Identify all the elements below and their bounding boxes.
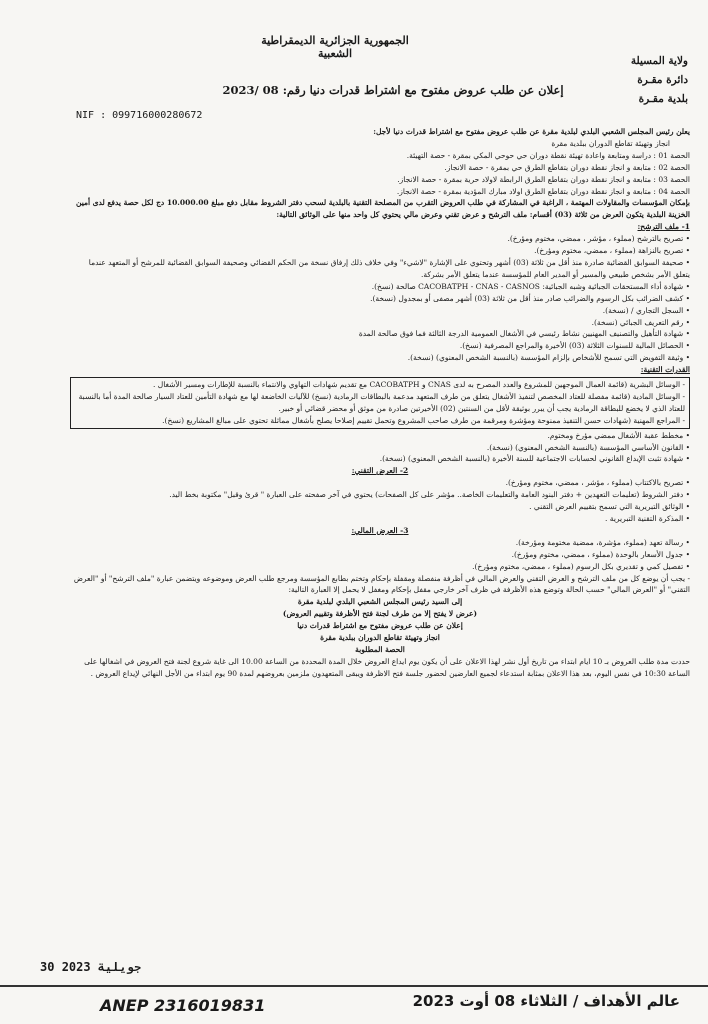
list-item: • كشف الضرائب بكل الرسوم والضرائب صادر منذ أقل من ثلاثة (03) أشهر مصفى أو بمجدول (نسخة). [370,293,690,303]
lot-item: الحصة 01 : دراسة ومتابعة واعادة تهيئة نقطة دوران حي حوحي المكي بمقرة - حصة التهيئة. [406,150,690,160]
notice-body [70,126,690,680]
list-item: • تفصيل كمي و تقديري بكل الرسوم (مملوء ، ممضي، مختوم ومؤرخ). [472,561,690,571]
project-name: انجاز وتهيئة تقاطع الدوران ببلدية مقرة [551,138,670,148]
list-item: • جدول الأسعار بالوحدة (مملوء ، ممضي، مختوم ومؤرخ). [511,549,690,559]
list-item: • صحيفة السوابق القضائية صادرة منذ أقل من ثلاثة (03) أشهر وتحتوي على الإشارة "لاشيء" وفي خلاف ذلك إرفاق نسخة من الحكم القضائي وصحيفة السوابق القضائية للمرشح أو المتعهد عندما يتعلق الأمر بشخص طبيعي والمسير أو المدير العام للمؤسسة عندما يتعلق الأمر بشركة. [88,257,690,279]
commune-label: بلدية مقـرة [638,93,688,105]
daira-label: دائرة مقـرة [637,74,688,86]
list-item: • السجل التجاري / (نسخة). [602,305,690,315]
intro-text: يعلن رئيس المجلس الشعبي البلدي لبلدية مقرة عن طلب عروض مفتوح مع اشتراط قدرات دنيا لأجل: [373,127,690,136]
eligibility-text: بإمكان المؤسسات والمقاولات المهتمة ، الراغبة في المشاركة في طلب العروض التقرب من المصلحة التقنية بالبلدية لسحب دفتر الشروط مقابل دفع مبلغ 10.000.00 دج لكل حصة يدفع لدى أمين الخزينة البلدية يتكون العرض من ثلاثة (03) أقسام: ملف الترشح و عرض تقني وعرض مالي يحتوي كل واحد منها على الوثائق التالية: [75,198,690,220]
list-item: • شهادة أداء المستحقات الجبائية وشبه الجبائية: CACOBATPH - CNAS - CASNOS صالحة (نسخ). [371,281,690,291]
section-title-capacities: القدرات التقنية: [640,365,690,375]
footer-divider [0,985,708,987]
list-item: • دفتر الشروط (تعليمات التعهدين + دفتر البنود العامة والتعليمات الخاصة.. مؤشر على كل الصفحات) يحتوي في آخر صفحته على العبارة " قرئ وقبل" مكتوبة بخط اليد. [169,490,690,500]
anep-reference: ANEP 2316019831 [100,996,266,1015]
list-item: • المذكرة التقنية التبريرية . [605,514,690,523]
list-item: • رسالة تعهد (مملوء، مؤشرة، ممضية مختومة ومؤرخة). [515,537,690,547]
list-item: • مخطط عقبة الأشغال ممضي مؤرخ ومختوم. [547,430,690,440]
address-title: إعلان عن طلب عروض مفتوح مع اشتراط قدرات دنيا [297,621,463,631]
newspaper-date: عالم الأهداف / الثلاثاء 08 أوت 2023 [412,992,680,1010]
list-item: • وثيقة التفويض التي تسمح للأشخاص بإلزام المؤسسة (بالنسبة الشخص المعنوي) (نسخة). [407,353,690,363]
wilaya-label: ولاية المسيلة [630,55,688,67]
lot-item: الحصة 02 : متابعة و انجاز نقطة دوران بتقاطع الطرق حي بمقرة - حصة الانجاز. [444,162,690,172]
submission-text: - يجب أن يوضع كل من ملف الترشح و العرض التقني والعرض المالي في أظرفة منفصلة ومقفلة بإحكام وتختم بطابع المؤسسة ومرجع طلب العرض وموضوعه ويتضمن عبارة "ملف الترشح" أو "العرض التقني" أو "العرض المالي" حسب الحالة وتوضع هذه الأظرفة في ظرف آخر خارجي مقفل بإحكام ومغفل لا يحمل إلا العبارة التالية: [73,573,690,595]
section-title-candidacy: 1- ملف الترشح: [637,222,690,232]
list-item: • الحصائل المالية للسنوات الثلاثة (03) الأخيرة والمراجع المصرفية (نسخ). [459,341,690,351]
address-project: انجاز وتهيئة تقاطع الدوران ببلدية مقرة [320,633,440,643]
nif-number: NIF : 099716000280672 [76,110,203,121]
list-item: - المراجع المهنية (شهادات حسن التنفيذ ممنوحة ومؤشرة ومرقمة من طرف صاحب المشروع وتحمل تقييم إصلاحا يصلح بأشغال مماثلة تحتوي على مبالغ المشاريع (نسخ). [162,415,685,425]
list-item: - الوسائل البشرية (قائمة العمال الموجهين للمشروع والعدد المصرح به لدى CNAS و CACOBATPH مع تقديم شهادات التهاوي والانتماء بالنسبة للإطارات ومسير الأشغال . [153,380,685,390]
list-item: • الوثائق التبريرية التي تسمح بتقييم العرض التقني . [529,502,690,512]
address-lot: الحصة المطلوبة [355,644,405,654]
address-recipient: إلى السيد رئيس المجلس الشعبي البلدي لبلدية مقرة [297,597,463,607]
lot-item: الحصة 03 : متابعة و انجاز نقطة دوران بتقاطع الطرق الرابطة لاولاد حرية بمقرة - حصة الانجاز. [397,174,690,184]
list-item: • تصريح بالترشح (مملوء ، مؤشر ، ممضي، مختوم ومؤرخ). [507,234,690,244]
list-item: - الوسائل المادية (قائمة مفصلة للعتاد المخصص لتنفيذ الأشغال يتعلق من طرف المتعهد مدعمة بالبطاقات الرمادية (نسخ) للآليات الخاضعة لها مع شهادة التأمين للعتاد السيار صالحة المدة أما بالنسبة للعتاد الذي لا يخضع للبطاقة الرمادية يجب أن يبرر بوثيقة لأقل من السنتين (02) الأخيرتين صادرة من موثق أو محضر قضائي أو خبير. [78,391,685,413]
address-box: (عرض لا يفتح إلا من طرف لجنة فتح الأظرفة وتقييم العروض) [282,609,478,619]
notice-title: إعلان عن طلب عروض مفتوح مع اشتراط قدرات دنيا رقم: 08 /2023 [222,83,564,97]
list-item: • شهادة التأهيل والتصنيف المهنيين نشاط رئيسي في الأشغال العمومية الدرجة الثالثة فما فوق صالحة المدة [358,329,690,339]
section-title-technical: 2- العرض التقني: [351,466,409,476]
list-item: • شهادة تثبت الإيداع القانوني لحسابات الاجتماعية للسنة الأخيرة (بالنسبة الشخص المعنوي) (نسخة). [379,454,690,464]
list-item: • رقم التعريف الجبائي (نسخة). [591,317,690,327]
republic-heading: الجمهورية الجزائرية الديمقراطية الشعبية [261,34,409,60]
issuing-authority [588,52,688,109]
lot-item: الحصة 04 : متابعة و انجاز نقطة دوران بتقاطع الطرق اولاد مبارك المؤدية بمقرة - حصة الانجاز. [396,186,690,196]
list-item: • القانون الأساسي المؤسسة (بالنسبة الشخص المعنوي) (نسخة). [486,442,690,452]
deadline-text: حددت مدة طلب العروض بـ 10 ايام ابتداء من تاريخ أول نشر لهذا الاعلان على أن يكون يوم ايداع العروض خلال المدة المحددة من الساعة 10.00 الى غاية شروع لجنة فتح العروض في اشغالها على الساعة 10:30 في نفس اليوم، بعد هذا الاعلان بمثابة استدعاء لجميع العارضين لحضور جلسة فتح الاظرفة ويبقى المتعهدون ملزمين بعروضهم لمدة 90 يوم ابتداء من الأجل النهائي لإيداع العروض . [84,656,690,678]
list-item: • تصريح بالنزاهة (مملوء ، ممضي، مختوم ومؤرخ). [534,246,690,256]
signature-date: 30 جويلية 2023 [40,960,142,974]
section-title-financial: 3- العرض المالي: [351,525,409,535]
list-item: • تصريح بالاكتتاب (مملوء ، مؤشر ، ممضي، مختوم ومؤرخ). [505,478,690,488]
capacities-box [70,377,690,429]
